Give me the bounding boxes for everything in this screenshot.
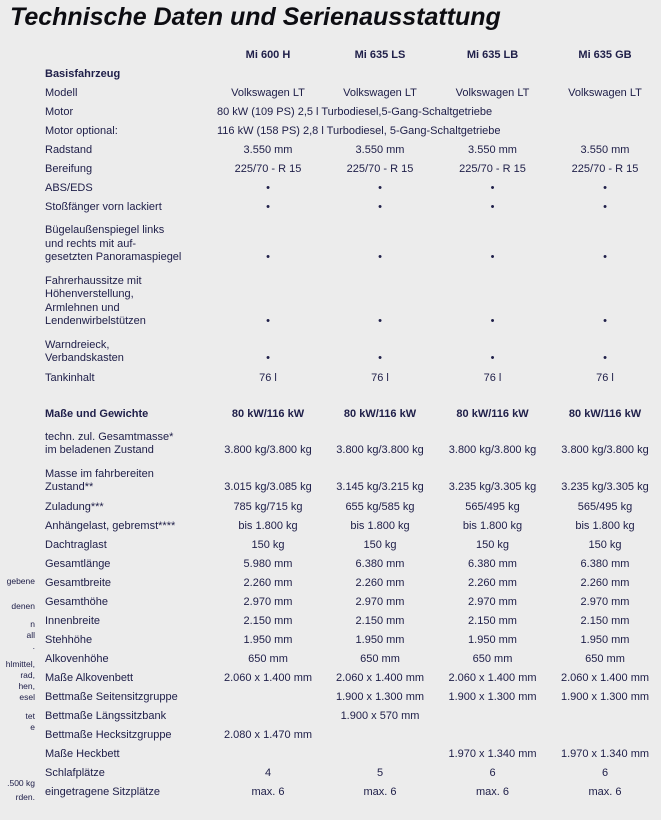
- row-label-line: Radstand: [45, 144, 93, 156]
- section-row: [45, 405, 661, 424]
- value-cell: 2.970 mm: [468, 595, 517, 608]
- feature-dot-cell: •: [266, 201, 270, 213]
- table-row: [45, 339, 661, 369]
- row-label-line: gesetzten Panoramaspiegel: [45, 251, 182, 263]
- value-cell: 80 kW/116 kW: [231, 407, 305, 420]
- row-label-line: Basisfahrzeug: [45, 68, 121, 80]
- table-row: [45, 555, 661, 574]
- column-header-row: [45, 46, 661, 65]
- value-cell: 650 mm: [248, 652, 288, 665]
- value-cell: max. 6: [251, 785, 285, 798]
- value-cell: 3.550 mm: [580, 144, 630, 156]
- table-row: [45, 179, 661, 198]
- value-cell: bis 1.800 kg: [350, 519, 410, 532]
- row-value-span: 116 kW (158 PS) 2,8 l Turbodiesel, 5-Gang-Schaltgetriebe: [217, 125, 501, 137]
- row-label: [45, 764, 212, 783]
- cropped-footnote-fragment: rden.: [15, 792, 35, 802]
- feature-dot-cell: •: [490, 182, 495, 194]
- feature-dot-cell: •: [603, 201, 607, 213]
- column-header-2: Mi 635 LS: [354, 49, 406, 61]
- row-label-line: Masse im fahrbereiten: [45, 467, 154, 480]
- table-row: [45, 631, 661, 650]
- value-cell: 6.380 mm: [580, 557, 630, 570]
- row-label-line: Motor optional:: [45, 125, 118, 137]
- value-cell: 2.260 mm: [243, 576, 293, 589]
- row-label: [45, 160, 212, 179]
- value-cell: 2.260 mm: [355, 576, 405, 589]
- row-label-line: Schlafplätze: [45, 766, 105, 779]
- cropped-footnote-fragment: tet: [25, 711, 35, 721]
- feature-dot-cell: •: [378, 352, 382, 364]
- value-cell: bis 1.800 kg: [462, 519, 523, 532]
- value-cell: bis 1.800 kg: [238, 519, 298, 532]
- row-label-line: Stehhöhe: [45, 633, 93, 646]
- table-row: [45, 612, 661, 631]
- row-label-line: Modell: [45, 87, 78, 99]
- value-cell: 150 kg: [475, 538, 510, 551]
- table-row: [45, 707, 661, 726]
- value-cell: 2.150 mm: [468, 614, 517, 627]
- feature-dot-cell: •: [490, 352, 495, 364]
- row-label: [45, 517, 212, 536]
- feature-dot-cell: •: [378, 315, 382, 327]
- row-label-line: Gesamthöhe: [45, 595, 108, 608]
- table-row: [45, 275, 661, 332]
- row-label: [45, 745, 212, 764]
- value-cell: 80 kW/116 kW: [343, 407, 417, 420]
- row-label: [45, 669, 212, 688]
- table-row: [45, 84, 661, 103]
- value-cell: 2.260 mm: [580, 576, 630, 589]
- cropped-footnote-fragment: all: [26, 630, 35, 640]
- row-label: [45, 631, 212, 650]
- value-cell: Volkswagen LT: [568, 87, 642, 99]
- table-row: [45, 141, 661, 160]
- value-cell: 650 mm: [585, 652, 625, 665]
- row-label-line: techn. zul. Gesamtmasse*: [45, 430, 174, 443]
- cropped-footnote-fragment: denen: [11, 601, 35, 611]
- value-cell: 650 mm: [472, 652, 513, 665]
- column-header-1: Mi 600 H: [245, 49, 291, 61]
- row-label-line: Tankinhalt: [45, 371, 95, 384]
- feature-dot-cell: •: [266, 352, 270, 364]
- value-cell: 3.550 mm: [243, 144, 293, 156]
- table-row: [45, 103, 661, 122]
- value-cell: 650 mm: [360, 652, 400, 665]
- row-label-line: Bügelaußenspiegel links: [45, 224, 165, 236]
- table-row: [45, 726, 661, 745]
- value-cell: 565/495 kg: [577, 500, 633, 513]
- row-label-line: eingetragene Sitzplätze: [45, 785, 160, 798]
- column-header-3: Mi 635 LB: [466, 49, 519, 61]
- value-cell: 1.900 x 1.300 mm: [560, 690, 650, 703]
- cropped-footnote-fragment: hen,: [18, 681, 35, 691]
- section-row: [45, 65, 661, 84]
- row-value-span: 80 kW (109 PS) 2,5 l Turbodiesel,5-Gang-Schaltgetriebe: [217, 106, 493, 118]
- row-label: [45, 122, 212, 141]
- value-cell: 3.800 kg/3.800 kg: [561, 444, 649, 456]
- value-cell: 225/70 - R 15: [459, 163, 526, 175]
- row-label-line: Zustand**: [45, 481, 94, 493]
- row-label: [45, 688, 212, 707]
- row-label: [45, 612, 212, 631]
- value-cell: 655 kg/585 kg: [345, 500, 415, 513]
- value-cell: 1.970 x 1.340 mm: [448, 747, 537, 760]
- value-cell: 76 l: [259, 371, 277, 384]
- row-label: [45, 498, 212, 517]
- row-label-line: Motor: [45, 106, 74, 118]
- cropped-footnote-fragment: esel: [19, 692, 35, 702]
- table-row: [45, 224, 661, 268]
- row-label: [45, 405, 212, 424]
- row-label-line: Höhenverstellung,: [45, 288, 134, 300]
- row-label-line: Zuladung***: [45, 500, 104, 513]
- cropped-footnote-fragment: rad,: [20, 670, 35, 680]
- row-label: [45, 574, 212, 593]
- row-label-line: Stoßfänger vorn lackiert: [45, 201, 162, 213]
- value-cell: 225/70 - R 15: [346, 163, 414, 175]
- cropped-footnote-fragment: .: [32, 641, 35, 651]
- row-label-line: Alkovenhöhe: [45, 652, 109, 665]
- feature-dot-cell: •: [266, 315, 270, 327]
- value-cell: bis 1.800 kg: [575, 519, 635, 532]
- table-row: [45, 745, 661, 764]
- row-label-line: Gesamtlänge: [45, 557, 111, 570]
- value-cell: 3.235 kg/3.305 kg: [561, 481, 649, 493]
- feature-dot-cell: •: [490, 315, 495, 327]
- table-row: [45, 688, 661, 707]
- value-cell: 2.060 x 1.400 mm: [448, 671, 537, 684]
- row-label: [45, 339, 212, 366]
- value-cell: 785 kg/715 kg: [233, 500, 303, 513]
- value-cell: 1.950 mm: [580, 633, 630, 646]
- row-label-line: Maße Heckbett: [45, 747, 120, 760]
- table-row: [45, 369, 661, 388]
- value-cell: 150 kg: [251, 538, 285, 551]
- table-row: [45, 764, 661, 783]
- row-label-line: Bereifung: [45, 163, 93, 175]
- value-cell: 225/70 - R 15: [234, 163, 302, 175]
- row-label: [45, 593, 212, 612]
- value-cell: 2.060 x 1.400 mm: [560, 671, 650, 684]
- value-cell: 150 kg: [363, 538, 397, 551]
- value-cell: 1.970 x 1.340 mm: [560, 747, 650, 760]
- feature-dot-cell: •: [266, 182, 270, 194]
- feature-dot-cell: •: [603, 315, 607, 327]
- value-cell: 3.550 mm: [468, 144, 517, 156]
- table-row: [45, 593, 661, 612]
- value-cell: Volkswagen LT: [455, 87, 530, 99]
- row-label-line: Bettmaße Hecksitzgruppe: [45, 728, 172, 741]
- page-title: Technische Daten und Serienausstattung: [10, 3, 501, 31]
- table-row: [45, 198, 661, 217]
- row-label-line: Maße und Gewichte: [45, 407, 149, 420]
- value-cell: 3.550 mm: [355, 144, 405, 156]
- value-cell: 2.060 x 1.400 mm: [335, 671, 425, 684]
- row-label: [45, 468, 212, 495]
- spec-table: [45, 46, 661, 802]
- row-label-line: Dachtraglast: [45, 538, 107, 551]
- row-label-line: Verbandskasten: [45, 352, 124, 364]
- value-cell: 6.380 mm: [468, 557, 517, 570]
- column-header-4: Mi 635 GB: [578, 49, 632, 61]
- value-cell: 80 kW/116 kW: [456, 407, 529, 420]
- table-row: [45, 650, 661, 669]
- row-label: [45, 536, 212, 555]
- row-label: [45, 179, 212, 198]
- row-label: [45, 84, 212, 103]
- value-cell: 4: [264, 766, 272, 779]
- cropped-footnote-fragment: .500 kg: [7, 778, 35, 788]
- feature-dot-cell: •: [266, 251, 270, 263]
- value-cell: 2.260 mm: [468, 576, 517, 589]
- row-label-line: und rechts mit auf-: [45, 237, 137, 250]
- value-cell: 2.970 mm: [355, 595, 405, 608]
- row-label: [45, 369, 212, 388]
- feature-dot-cell: •: [378, 201, 382, 213]
- value-cell: max. 6: [588, 785, 622, 798]
- value-cell: 1.900 x 570 mm: [340, 709, 420, 722]
- row-label: [45, 431, 212, 458]
- value-cell: 2.150 mm: [580, 614, 630, 627]
- feature-dot-cell: •: [603, 352, 607, 364]
- value-cell: 3.145 kg/3.215 kg: [336, 481, 424, 493]
- row-label: [45, 141, 212, 160]
- value-cell: 2.080 x 1.470 mm: [223, 728, 313, 741]
- row-label: [45, 707, 212, 726]
- value-cell: 1.900 x 1.300 mm: [335, 690, 425, 703]
- value-cell: 76 l: [483, 371, 502, 384]
- value-cell: 5: [376, 766, 384, 779]
- value-cell: 565/495 kg: [465, 500, 520, 513]
- feature-dot-cell: •: [603, 251, 607, 263]
- row-label-line: Gesamtbreite: [45, 576, 112, 589]
- value-cell: max. 6: [475, 785, 509, 798]
- value-cell: 225/70 - R 15: [571, 163, 639, 175]
- feature-dot-cell: •: [490, 201, 495, 213]
- value-cell: 3.235 kg/3.305 kg: [448, 481, 537, 493]
- table-row: [45, 669, 661, 688]
- row-label: [45, 555, 212, 574]
- value-cell: 2.150 mm: [355, 614, 405, 627]
- cropped-footnote-fragment: e: [30, 722, 35, 732]
- feature-dot-cell: •: [378, 251, 382, 263]
- row-label: [45, 783, 212, 802]
- value-cell: 6: [601, 766, 609, 779]
- row-label: [45, 224, 212, 265]
- value-cell: 1.950 mm: [243, 633, 293, 646]
- table-row: [45, 468, 661, 498]
- row-label-line: Armlehnen und: [45, 301, 120, 314]
- value-cell: 2.970 mm: [580, 595, 630, 608]
- value-cell: 5.980 mm: [243, 557, 293, 570]
- value-cell: 3.800 kg/3.800 kg: [336, 444, 424, 456]
- value-cell: 3.800 kg/3.800 kg: [448, 444, 537, 456]
- row-label-line: Innenbreite: [45, 614, 101, 627]
- table-row: [45, 498, 661, 517]
- row-label-line: Warndreieck,: [45, 338, 110, 351]
- value-cell: 2.150 mm: [243, 614, 293, 627]
- cropped-footnote-fragment: n: [30, 619, 35, 629]
- value-cell: 3.015 kg/3.085 kg: [224, 481, 312, 493]
- value-cell: 6: [489, 766, 496, 779]
- row-label-line: Maße Alkovenbett: [45, 671, 134, 684]
- row-label-line: Lendenwirbelstützen: [45, 315, 146, 327]
- value-cell: 3.800 kg/3.800 kg: [224, 444, 312, 456]
- value-cell: 1.950 mm: [468, 633, 517, 646]
- row-label: [45, 275, 212, 329]
- table-row: [45, 536, 661, 555]
- row-label-line: im beladenen Zustand: [45, 444, 154, 456]
- feature-dot-cell: •: [603, 182, 607, 194]
- row-label: [45, 726, 212, 745]
- row-label: [45, 65, 212, 84]
- value-cell: 80 kW/116 kW: [568, 407, 642, 420]
- feature-dot-cell: •: [490, 251, 495, 263]
- value-cell: 2.060 x 1.400 mm: [223, 671, 313, 684]
- table-row: [45, 517, 661, 536]
- value-cell: 150 kg: [588, 538, 622, 551]
- value-cell: 76 l: [371, 371, 389, 384]
- cropped-footnote-fragment: gebene: [6, 576, 35, 586]
- table-row: [45, 160, 661, 179]
- cropped-footnote-fragment: hlmittel,: [5, 659, 35, 669]
- feature-dot-cell: •: [378, 182, 382, 194]
- value-cell: 6.380 mm: [355, 557, 405, 570]
- row-label-line: ABS/EDS: [45, 182, 93, 194]
- row-label: [45, 198, 212, 217]
- value-cell: 1.900 x 1.300 mm: [448, 690, 537, 703]
- value-cell: 76 l: [596, 371, 614, 384]
- value-cell: 1.950 mm: [355, 633, 405, 646]
- value-cell: Volkswagen LT: [343, 87, 417, 99]
- table-row: [45, 122, 661, 141]
- value-cell: 2.970 mm: [243, 595, 293, 608]
- row-label-line: Anhängelast, gebremst****: [45, 519, 176, 532]
- value-cell: max. 6: [363, 785, 397, 798]
- table-row: [45, 574, 661, 593]
- row-label: [45, 650, 212, 669]
- table-row: [45, 431, 661, 461]
- value-cell: Volkswagen LT: [231, 87, 305, 99]
- row-label-line: Fahrerhaussitze mit: [45, 274, 142, 287]
- table-row: [45, 783, 661, 802]
- row-label-line: Bettmaße Längssitzbank: [45, 709, 167, 722]
- row-label-line: Bettmaße Seitensitzgruppe: [45, 690, 178, 703]
- row-label: [45, 103, 212, 122]
